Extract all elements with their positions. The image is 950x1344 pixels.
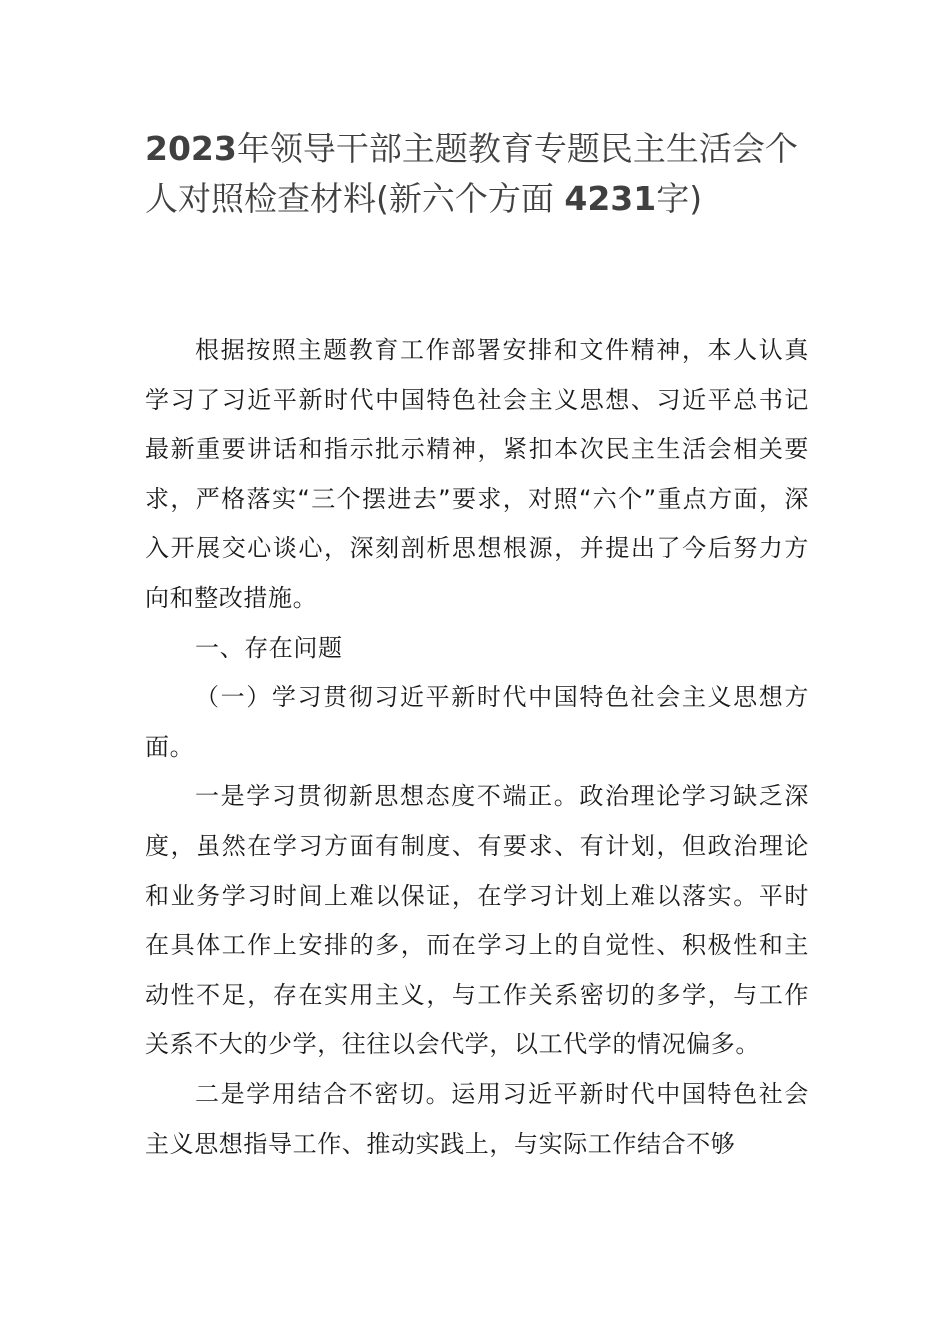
title-year: 2023 — [145, 129, 237, 168]
title-word-count: 4231 — [564, 179, 657, 218]
paragraph-point-one: 一是学习贯彻新思想态度不端正。政治理论学习缺乏深度，虽然在学习方面有制度、有要求、有计划，但政治理论和业务学习时间上难以保证，在学习计划上难以落实。平时在具体工作上安排的多，而在学习上的自觉性、积极性和主动性不足，存在实用主义，与工作关系密切的多学，与工作关系不大的少学，往往以会代学，以工代学的情况偏多。 — [145, 782, 809, 1059]
document-body — [145, 326, 809, 1169]
subsection-heading-study: （一）学习贯彻习近平新时代中国特色社会主义思想方面。 — [145, 683, 809, 761]
paragraph-intro: 根据按照主题教育工作部署安排和文件精神，本人认真学习了习近平新时代中国特色社会主义思想、习近平总书记最新重要讲话和指示批示精神，紧扣本次民主生活会相关要求，严格落实“三个摆进去”要求，对照“六个”重点方面，深入开展交心谈心，深刻剖析思想根源，并提出了今后努力方向和整改措施。 — [145, 336, 809, 612]
paragraph-point-two: 二是学用结合不密切。运用习近平新时代中国特色社会主义思想指导工作、推动实践上，与实际工作结合不够 — [145, 1079, 809, 1158]
document-title — [145, 124, 815, 224]
section-heading-problems: 一、存在问题 — [195, 633, 343, 662]
title-word-unit: 字) — [656, 179, 703, 218]
title-main-text: 年领导干部主题教育专题民主生活会个人对照检查材料(新六个方面 — [145, 129, 798, 218]
